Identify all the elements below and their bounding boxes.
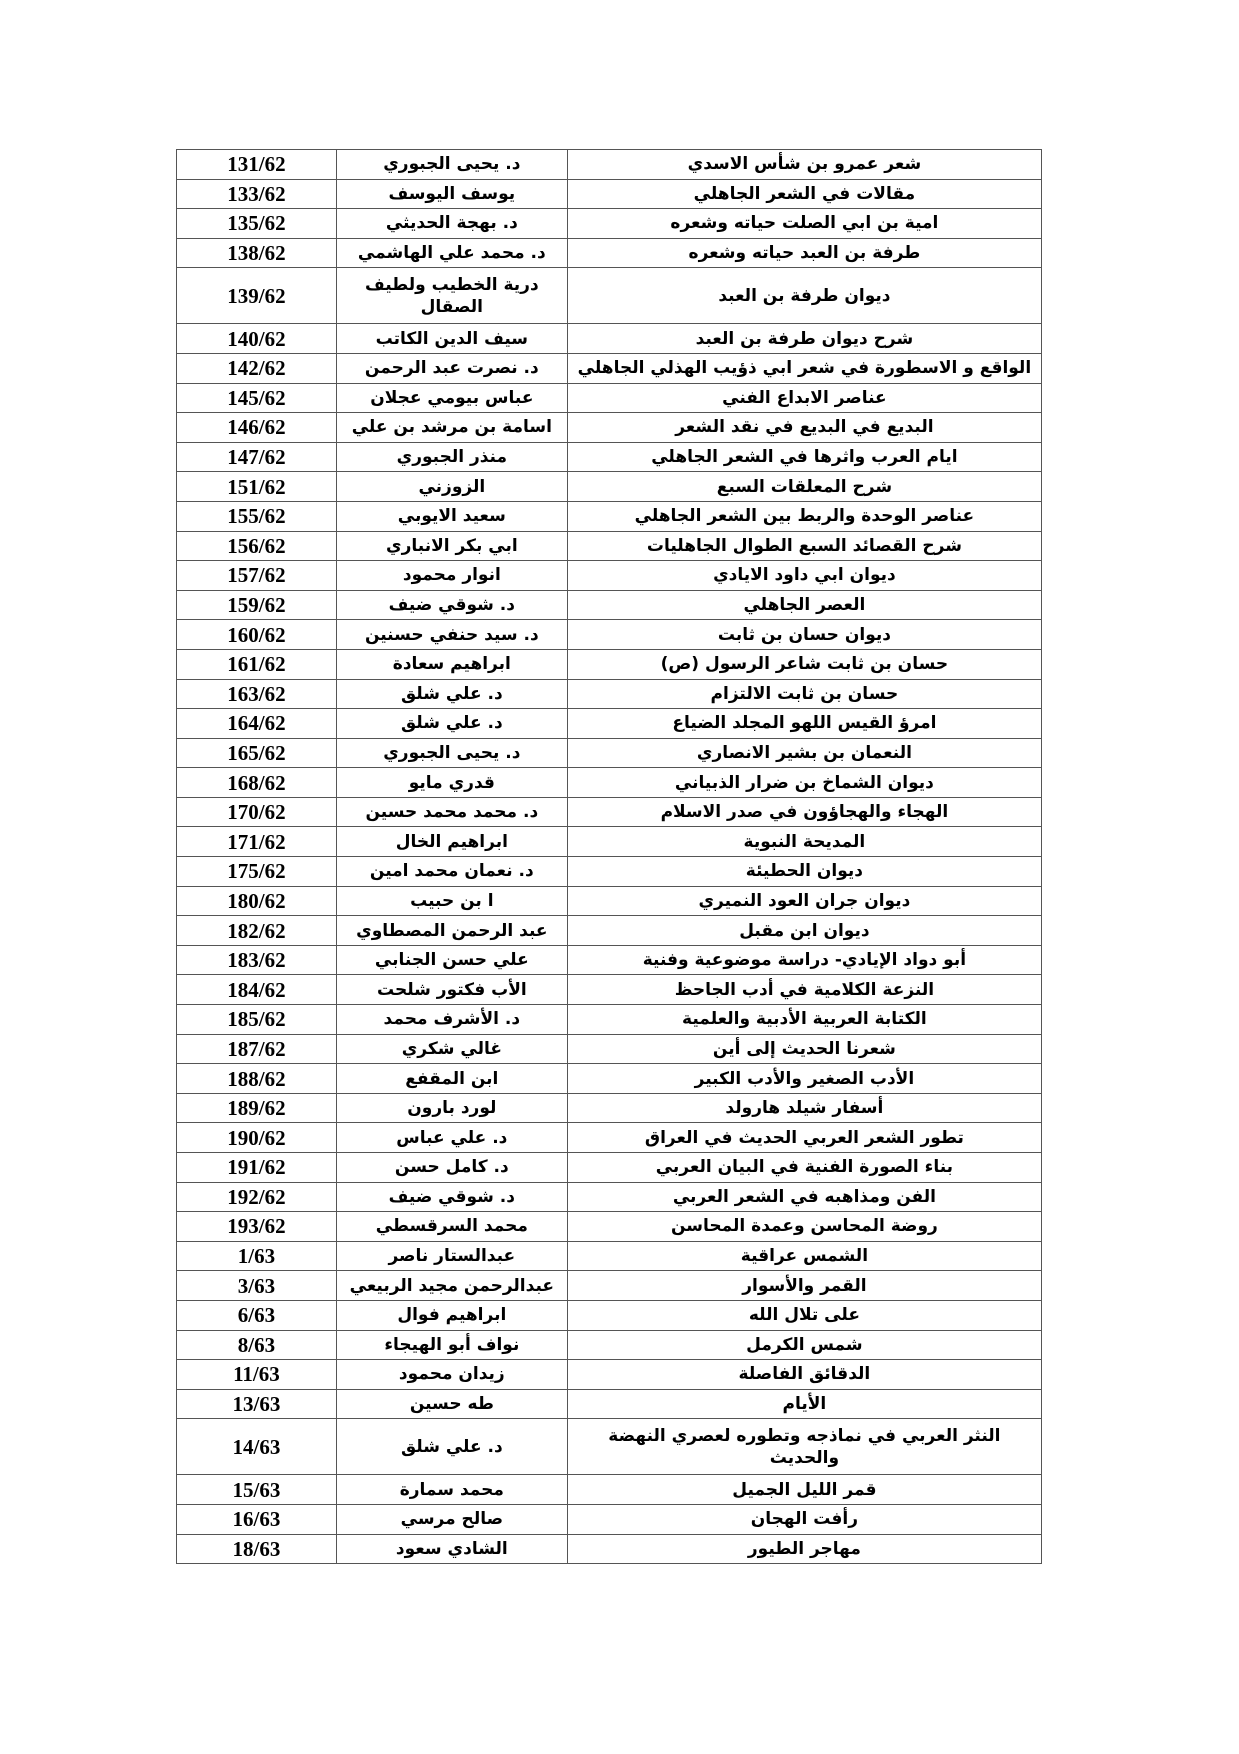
table-row [177,238,1042,268]
book-title-cell: الشمس عراقية [567,1241,1041,1271]
book-title-cell: الأدب الصغير والأدب الكبير [567,1064,1041,1094]
book-title-cell: شرح القصائد السبع الطوال الجاهليات [567,531,1041,561]
book-author-cell: طه حسين [336,1389,567,1419]
book-title-cell: شمس الكرمل [567,1330,1041,1360]
book-code-cell: 140/62 [177,324,337,354]
book-code-cell: 163/62 [177,679,337,709]
book-code-cell: 13/63 [177,1389,337,1419]
book-code-cell: 1/63 [177,1241,337,1271]
table-row [177,649,1042,679]
book-code-cell: 16/63 [177,1504,337,1534]
book-title-cell: الدقائق الفاصلة [567,1360,1041,1390]
table-row [177,975,1042,1005]
book-author-cell: محمد السرقسطي [336,1212,567,1242]
table-row [177,738,1042,768]
table-row [177,945,1042,975]
book-title-cell: شرح ديوان طرفة بن العبد [567,324,1041,354]
book-title-cell: ديوان الحطيئة [567,857,1041,887]
book-author-cell: ابراهيم الخال [336,827,567,857]
book-author-cell: منذر الجبوري [336,442,567,472]
book-code-cell: 3/63 [177,1271,337,1301]
table-row [177,179,1042,209]
table-row [177,916,1042,946]
book-code-cell: 193/62 [177,1212,337,1242]
table-row [177,1005,1042,1035]
book-author-cell: سعيد الايوبي [336,501,567,531]
book-title-cell: طرفة بن العبد حياته وشعره [567,238,1041,268]
book-author-cell: د. علي شلق [336,679,567,709]
table-row [177,1034,1042,1064]
book-title-cell: امية بن ابي الصلت حياته وشعره [567,209,1041,239]
book-code-cell: 191/62 [177,1153,337,1183]
book-code-cell: 159/62 [177,590,337,620]
book-author-cell: عبدالستار ناصر [336,1241,567,1271]
book-author-cell: د. علي شلق [336,1419,567,1475]
book-code-cell: 156/62 [177,531,337,561]
book-code-cell: 184/62 [177,975,337,1005]
book-title-cell: ديوان حسان بن ثابت [567,620,1041,650]
table-row [177,590,1042,620]
book-title-cell: بناء الصورة الفنية في البيان العربي [567,1153,1041,1183]
table-row [177,1212,1042,1242]
table-row [177,1271,1042,1301]
book-author-cell: د. شوقي ضيف [336,1182,567,1212]
table-row [177,531,1042,561]
book-author-cell: د. علي شلق [336,709,567,739]
book-code-cell: 182/62 [177,916,337,946]
book-code-cell: 188/62 [177,1064,337,1094]
book-author-cell: محمد سمارة [336,1475,567,1505]
book-author-cell: درية الخطيب ولطيف الصقال [336,268,567,324]
book-title-cell: الكتابة العربية الأدبية والعلمية [567,1005,1041,1035]
book-title-cell: شعر عمرو بن شأس الاسدي [567,150,1041,180]
book-title-cell: الهجاء والهجاؤون في صدر الاسلام [567,797,1041,827]
table-row [177,413,1042,443]
book-title-cell: عناصر الوحدة والربط بين الشعر الجاهلي [567,501,1041,531]
book-code-cell: 155/62 [177,501,337,531]
book-code-cell: 131/62 [177,150,337,180]
book-title-cell: على تلال الله [567,1300,1041,1330]
table-row [177,1389,1042,1419]
book-author-cell: غالي شكري [336,1034,567,1064]
book-author-cell: قدري مايو [336,768,567,798]
book-author-cell: د. يحيى الجبوري [336,150,567,180]
table-row [177,1419,1042,1475]
book-code-cell: 151/62 [177,472,337,502]
book-title-cell: روضة المحاسن وعمدة المحاسن [567,1212,1041,1242]
book-code-cell: 180/62 [177,886,337,916]
table-row [177,1064,1042,1094]
book-title-cell: العصر الجاهلي [567,590,1041,620]
book-code-cell: 175/62 [177,857,337,887]
book-author-cell: د. نصرت عبد الرحمن [336,353,567,383]
book-author-cell: اسامة بن مرشد بن علي [336,413,567,443]
book-author-cell: د. يحيى الجبوري [336,738,567,768]
book-catalog-table [176,149,1042,1564]
table-row [177,150,1042,180]
book-title-cell: البديع في البديع في نقد الشعر [567,413,1041,443]
book-title-cell: ديوان جران العود النميري [567,886,1041,916]
table-row [177,797,1042,827]
table-row [177,324,1042,354]
book-code-cell: 138/62 [177,238,337,268]
book-title-cell: عناصر الابداع الفني [567,383,1041,413]
book-author-cell: نواف أبو الهيجاء [336,1330,567,1360]
table-row [177,442,1042,472]
book-author-cell: د. محمد محمد حسين [336,797,567,827]
table-row [177,1153,1042,1183]
book-title-cell: النزعة الكلامية في أدب الجاحظ [567,975,1041,1005]
book-code-cell: 157/62 [177,561,337,591]
book-author-cell: د. شوقي ضيف [336,590,567,620]
table-row [177,1504,1042,1534]
book-author-cell: د. محمد علي الهاشمي [336,238,567,268]
book-title-cell: حسان بن ثابت شاعر الرسول (ص) [567,649,1041,679]
book-code-cell: 165/62 [177,738,337,768]
book-author-cell: د. سيد حنفي حسنين [336,620,567,650]
table-row [177,1241,1042,1271]
book-code-cell: 133/62 [177,179,337,209]
book-title-cell: ديوان ابي داود الايادي [567,561,1041,591]
book-title-cell: الفن ومذاهبه في الشعر العربي [567,1182,1041,1212]
book-author-cell: ابراهيم سعادة [336,649,567,679]
table-row [177,1330,1042,1360]
book-code-cell: 192/62 [177,1182,337,1212]
book-code-cell: 135/62 [177,209,337,239]
book-author-cell: د. علي عباس [336,1123,567,1153]
book-author-cell: سيف الدين الكاتب [336,324,567,354]
table-row [177,1182,1042,1212]
book-title-cell: قمر الليل الجميل [567,1475,1041,1505]
book-author-cell: ابي بكر الانباري [336,531,567,561]
table-row [177,1300,1042,1330]
book-author-cell: زيدان محمود [336,1360,567,1390]
book-author-cell: الأب فكتور شلحت [336,975,567,1005]
book-title-cell: النعمان بن بشير الانصاري [567,738,1041,768]
book-code-cell: 161/62 [177,649,337,679]
book-author-cell: عبدالرحمن مجيد الربيعي [336,1271,567,1301]
book-author-cell: صالح مرسي [336,1504,567,1534]
book-title-cell: مقالات في الشعر الجاهلي [567,179,1041,209]
book-author-cell: د. بهجة الحديثي [336,209,567,239]
book-author-cell: لورد بارون [336,1093,567,1123]
book-title-cell: ديوان الشماخ بن ضرار الذبياني [567,768,1041,798]
book-code-cell: 168/62 [177,768,337,798]
book-author-cell: الشادي سعود [336,1534,567,1564]
book-code-cell: 147/62 [177,442,337,472]
book-code-cell: 8/63 [177,1330,337,1360]
book-title-cell: أسفار شيلد هارولد [567,1093,1041,1123]
book-title-cell: النثر العربي في نماذجه وتطوره لعصري النهضة والحديث [567,1419,1041,1475]
book-code-cell: 170/62 [177,797,337,827]
book-author-cell: ابن المقفع [336,1064,567,1094]
book-author-cell: انوار محمود [336,561,567,591]
book-title-cell: الأيام [567,1389,1041,1419]
book-code-cell: 14/63 [177,1419,337,1475]
table-row [177,886,1042,916]
book-title-cell: حسان بن ثابت الالتزام [567,679,1041,709]
table-row [177,709,1042,739]
book-title-cell: مهاجر الطيور [567,1534,1041,1564]
book-code-cell: 183/62 [177,945,337,975]
table-row [177,1360,1042,1390]
book-title-cell: أبو دواد الإيادي- دراسة موضوعية وفنية [567,945,1041,975]
book-title-cell: رأفت الهجان [567,1504,1041,1534]
table-row [177,501,1042,531]
table-row [177,679,1042,709]
book-code-cell: 142/62 [177,353,337,383]
book-author-cell: ابراهيم فوال [336,1300,567,1330]
book-code-cell: 6/63 [177,1300,337,1330]
book-code-cell: 15/63 [177,1475,337,1505]
table-row [177,209,1042,239]
book-code-cell: 160/62 [177,620,337,650]
book-title-cell: القمر والأسوار [567,1271,1041,1301]
book-author-cell: د. الأشرف محمد [336,1005,567,1035]
book-code-cell: 139/62 [177,268,337,324]
table-row [177,1123,1042,1153]
book-code-cell: 146/62 [177,413,337,443]
table-row [177,768,1042,798]
book-code-cell: 185/62 [177,1005,337,1035]
book-code-cell: 171/62 [177,827,337,857]
table-row [177,268,1042,324]
book-title-cell: تطور الشعر العربي الحديث في العراق [567,1123,1041,1153]
book-code-cell: 145/62 [177,383,337,413]
catalog-body [177,150,1042,1564]
book-title-cell: ديوان طرفة بن العبد [567,268,1041,324]
book-code-cell: 18/63 [177,1534,337,1564]
book-author-cell: عبد الرحمن المصطاوي [336,916,567,946]
book-title-cell: ديوان ابن مقبل [567,916,1041,946]
book-author-cell: ا بن حبيب [336,886,567,916]
book-title-cell: الواقع و الاسطورة في شعر ابي ذؤيب الهذلي الجاهلي [567,353,1041,383]
book-title-cell: المديحة النبوية [567,827,1041,857]
book-author-cell: د. نعمان محمد امين [336,857,567,887]
table-row [177,353,1042,383]
table-row [177,857,1042,887]
book-code-cell: 189/62 [177,1093,337,1123]
book-author-cell: يوسف اليوسف [336,179,567,209]
table-row [177,472,1042,502]
book-author-cell: الزوزني [336,472,567,502]
book-author-cell: د. كامل حسن [336,1153,567,1183]
table-row [177,1093,1042,1123]
book-code-cell: 164/62 [177,709,337,739]
table-row [177,383,1042,413]
book-code-cell: 190/62 [177,1123,337,1153]
book-title-cell: امرؤ القيس اللهو المجلد الضياع [567,709,1041,739]
table-row [177,620,1042,650]
book-author-cell: عباس بيومي عجلان [336,383,567,413]
book-code-cell: 187/62 [177,1034,337,1064]
book-title-cell: شرح المعلقات السبع [567,472,1041,502]
book-title-cell: ايام العرب واثرها في الشعر الجاهلي [567,442,1041,472]
table-row [177,1534,1042,1564]
book-code-cell: 11/63 [177,1360,337,1390]
book-author-cell: علي حسن الجنابي [336,945,567,975]
table-row [177,561,1042,591]
book-title-cell: شعرنا الحديث إلى أين [567,1034,1041,1064]
table-row [177,1475,1042,1505]
table-row [177,827,1042,857]
